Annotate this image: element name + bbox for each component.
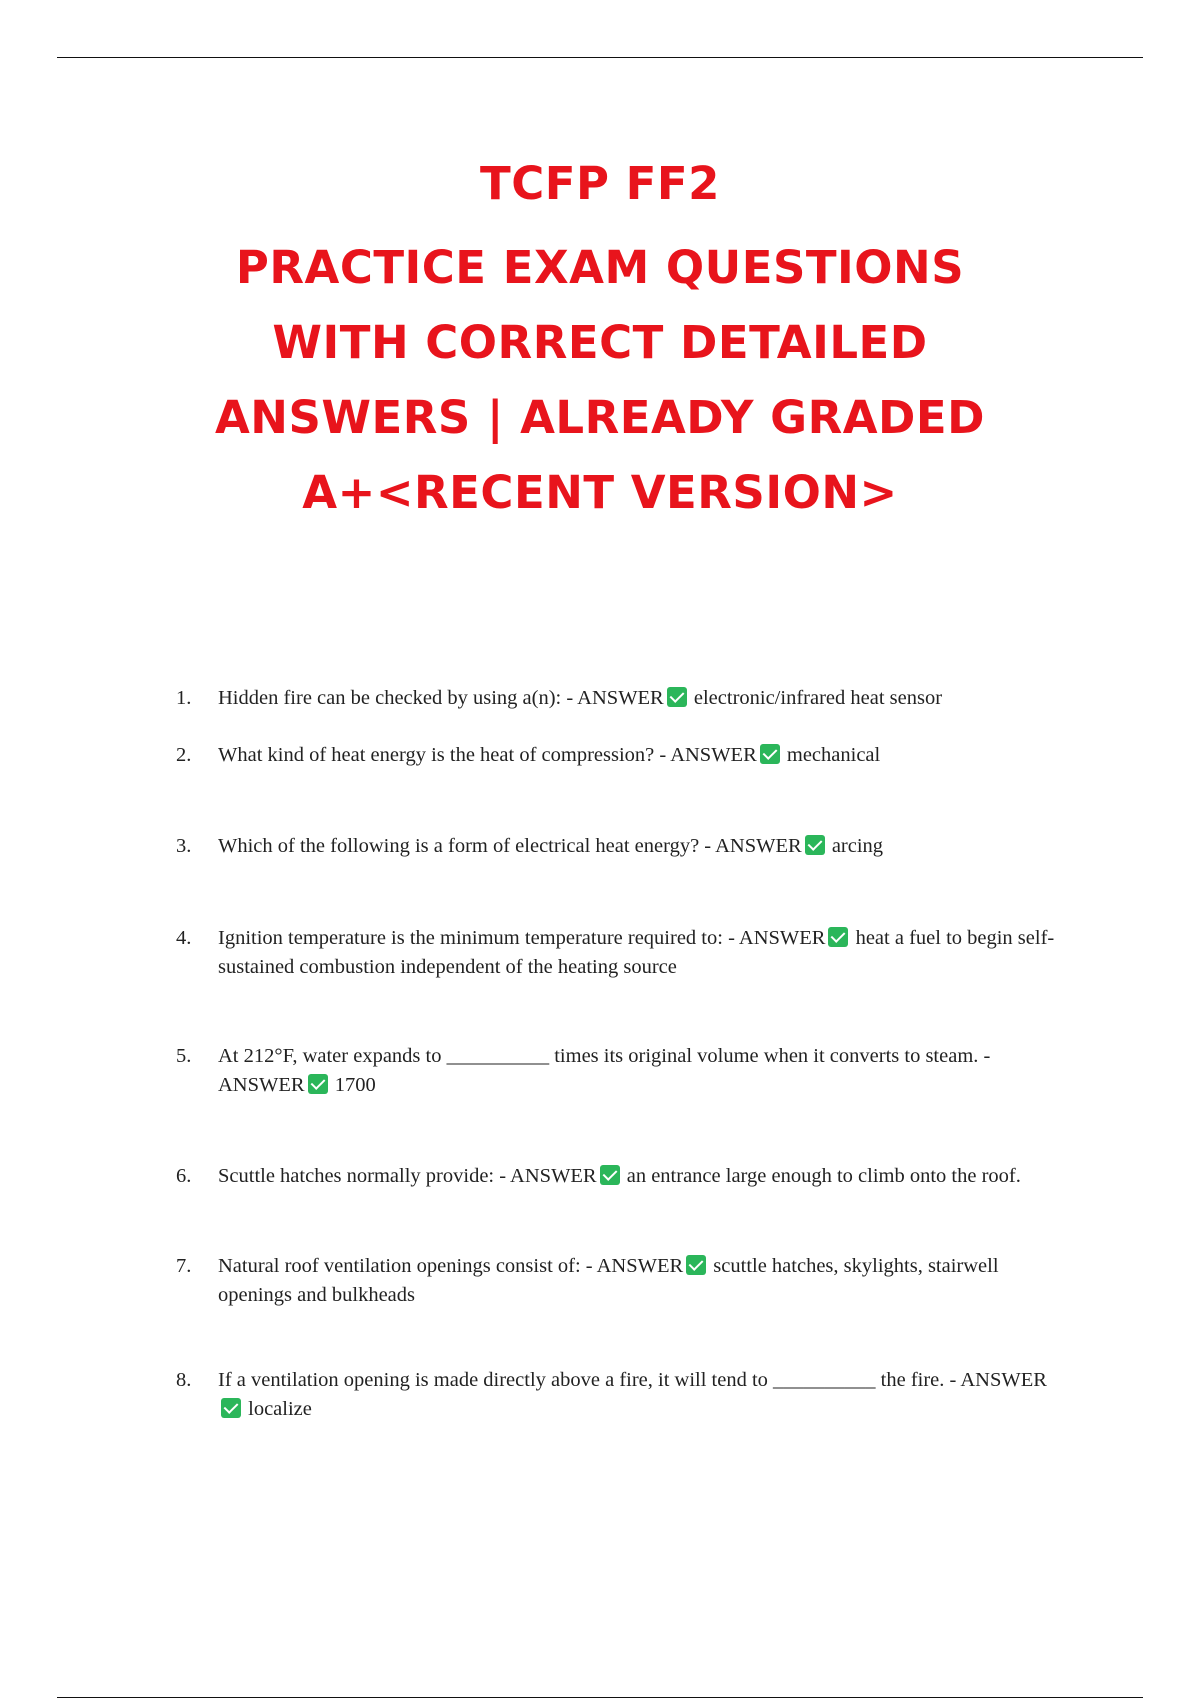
question-number: 3. [176,835,192,857]
question-text: Scuttle hatches normally provide: - ANSWER [218,1165,597,1187]
question-text: Natural roof ventilation openings consist of: - ANSWER [218,1255,684,1277]
question-text: At 212°F, water expands to __________ times its original volume when it converts to steam. - ANSWER [218,1045,991,1096]
question-item [176,741,1056,770]
answer-text: mechanical [781,744,881,766]
answer-text: arcing [826,835,884,857]
green-checkbox-icon [828,927,848,947]
answer-text: heat a fuel to begin self-sustained combustion independent of the heating source [218,927,1055,978]
question-text: Ignition temperature is the minimum temperature required to: - ANSWER [218,927,826,949]
document-title [57,146,1143,530]
answer-text: electronic/infrared heat sensor [688,687,943,709]
question-text: Hidden fire can be checked by using a(n): - ANSWER [218,687,664,709]
question-number: 5. [176,1045,192,1067]
answer-text: localize [243,1398,312,1420]
title-line-1: TCFP FF2 [480,157,720,210]
green-checkbox-icon [600,1165,620,1185]
title-line-2: PRACTICE EXAM QUESTIONS [235,241,965,294]
question-list [176,684,1056,1424]
green-checkbox-icon [760,744,780,764]
green-checkbox-icon [667,687,687,707]
question-number: 2. [176,744,192,766]
green-checkbox-icon [686,1255,706,1275]
title-line-4: ANSWERS | ALREADY GRADED [214,391,985,444]
question-item [176,1042,1056,1100]
green-checkbox-icon [308,1074,328,1094]
title-line-3: WITH CORRECT DETAILED [272,316,928,369]
question-number: 6. [176,1165,192,1187]
green-checkbox-icon [805,835,825,855]
question-number: 8. [176,1369,192,1391]
question-text: What kind of heat energy is the heat of compression? - ANSWER [218,744,757,766]
question-item [176,1366,1056,1424]
question-item [176,832,1056,861]
question-text: If a ventilation opening is made directly above a fire, it will tend to __________ the fire. - ANSWER [218,1369,1047,1391]
question-text: Which of the following is a form of electrical heat energy? - ANSWER [218,835,802,857]
green-checkbox-icon [221,1398,241,1418]
answer-text: an entrance large enough to climb onto the roof. [621,1165,1021,1187]
top-rule [57,57,1143,58]
question-number: 7. [176,1255,192,1277]
question-number: 4. [176,927,192,949]
answer-text: 1700 [329,1074,376,1096]
question-item [176,1162,1056,1191]
answer-text: scuttle hatches, skylights, stairwell openings and bulkheads [218,1255,999,1306]
bottom-rule [57,1697,1143,1698]
question-item [176,1252,1056,1310]
title-line-5: A+<RECENT VERSION> [302,466,898,519]
question-item [176,924,1056,982]
question-item [176,684,1056,713]
question-number: 1. [176,687,192,709]
